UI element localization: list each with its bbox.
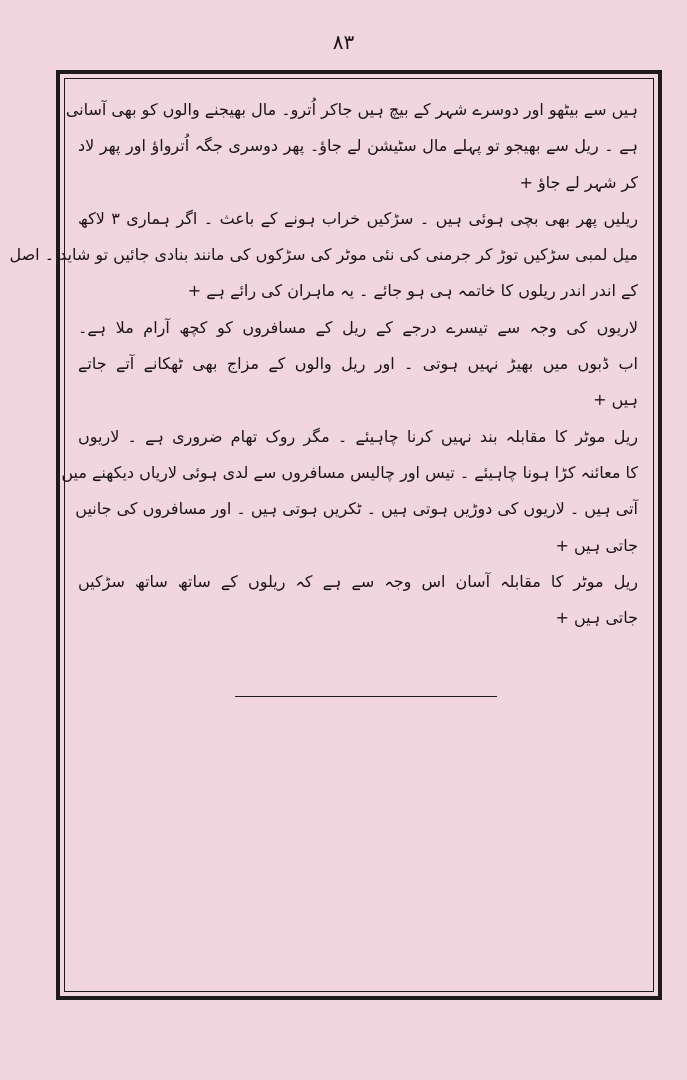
paragraph [9,201,639,310]
text-line: کے اندر اندر ریلوں کا خاتمہ ہی ہو جائے ۔ یہ ماہران کی رائے ہے + [187,281,638,301]
text-line: ہے ۔ ریل سے بھیجو تو پہلے مال سٹیشن لے جاؤ۔ پھر دوسری جگہ اُترواؤ اور پھر لاد [78,136,638,156]
closing-rule [235,696,497,697]
text-line: ریل موٹر کا مقابلہ آسان اس وجہ سے ہے کہ ریلوں کے ساتھ ساتھ سڑکیں [78,571,638,591]
page-border [9,70,662,1000]
text-line: لاریوں کی وجہ سے تیسرے درجے کے ریل کے مسافروں کو کچھ آرام ملا ہے۔ [78,317,638,337]
text-line: اب ڈبوں میں بھیڑ نہیں ہوتی ۔ اور ریل والوں کے مزاج بھی ٹھکانے آتے جاتے [78,354,638,374]
text-line: کا معائنہ کڑا ہونا چاہیئے ۔ تیس اور چالیس مسافروں سے لدی ہوئی لاریاں دیکھنے میں [61,462,638,482]
text-line: ریل موٹر کا مقابلہ بند نہیں کرنا چاہیئے ۔ مگر روک تھام ضروری ہے ۔ لاریوں [78,426,638,446]
paragraph [65,92,638,201]
text-line: کر شہر لے جاؤ + [519,172,638,192]
paragraph [61,419,638,564]
text-line: میل لمبی سڑکیں توڑ کر جرمنی کی نئی موٹر کی سڑکوں کی مانند بنادی جائیں تو شاید ۔ اصل [9,245,638,265]
text-line: ہیں سے بیٹھو اور دوسرے شہر کے بیچ ہیں جاکر اُترو۔ مال بھیجنے والوں کو بھی آسانی [65,100,638,119]
text-line: ریلیں پھر بھی بچی ہوئی ہیں ۔ سڑکیں خراب ہونے کے باعث ۔ اگر ہماری ۳ لاکھ [78,208,639,228]
text-line: جاتی ہیں + [555,535,638,555]
text-body [9,92,639,636]
paragraph [78,564,638,637]
paragraph [78,310,638,419]
text-line: آتی ہیں ۔ لاریوں کی دوڑیں ہوتی ہیں ۔ ٹکریں ہوتی ہیں ۔ اور مسافروں کی جانیں [75,499,638,519]
text-line: ہیں + [593,390,638,410]
text-line: جاتی ہیں + [555,608,638,628]
page-number: ۸۳ [332,30,355,54]
